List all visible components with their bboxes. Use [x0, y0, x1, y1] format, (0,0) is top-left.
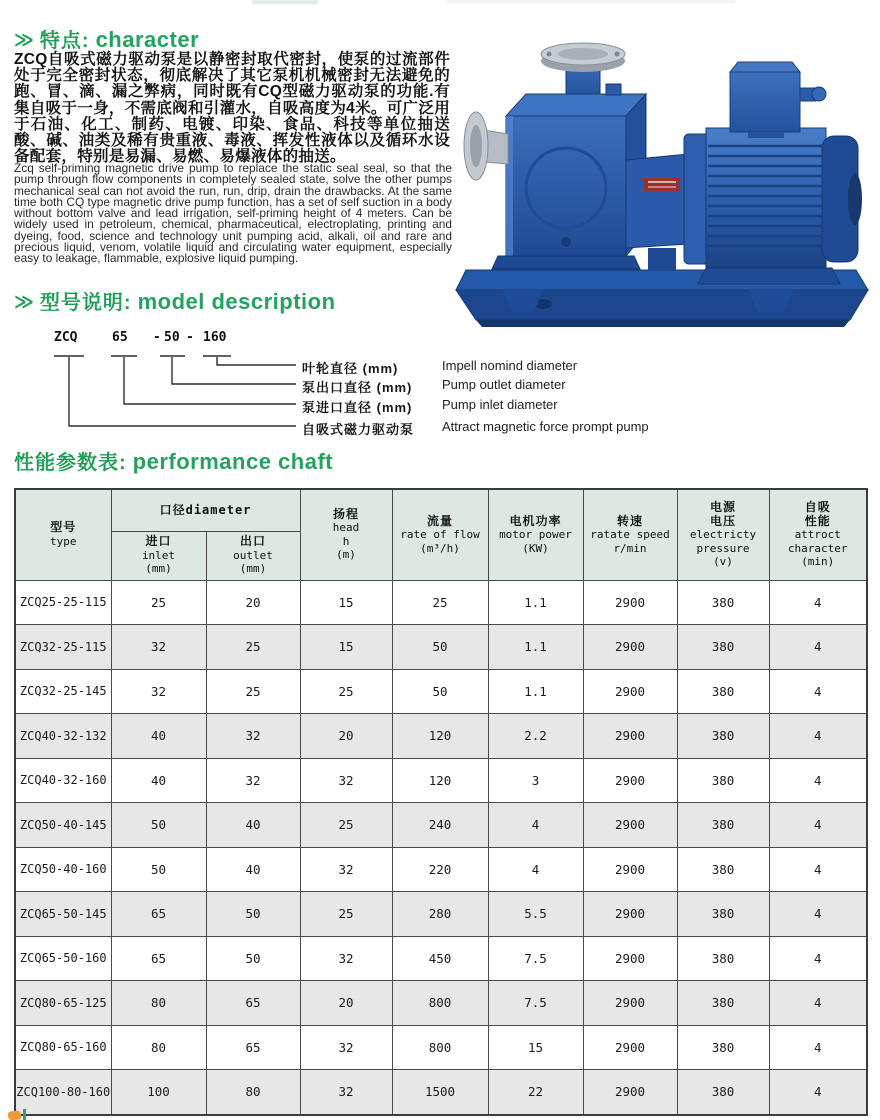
cell-value: 1.1: [488, 625, 583, 670]
diagram-label-zh: 泵出口直径 (mm): [302, 380, 413, 395]
model-code-sep: -: [153, 330, 161, 345]
cell-value: 32: [300, 758, 392, 803]
cell-type: ZCQ65-50-145: [15, 892, 111, 937]
page-cutoff-mark: [7, 1110, 21, 1120]
cell-value: 15: [300, 580, 392, 625]
table-row: [15, 847, 867, 892]
col-header-type: 型号 type: [15, 489, 111, 580]
cell-value: 2.2: [488, 714, 583, 759]
cell-value: 15: [488, 1025, 583, 1070]
diagram-label-en: Impell nomind diameter: [442, 358, 578, 373]
cell-value: 20: [206, 580, 300, 625]
pump-product-image: [448, 28, 874, 333]
model-code-sep: -: [186, 330, 194, 345]
diagram-label-en: Pump inlet diameter: [442, 397, 558, 412]
cell-value: 7.5: [488, 936, 583, 981]
cell-value: 2900: [583, 892, 677, 937]
cell-value: 380: [677, 1025, 769, 1070]
section-title-model: [14, 286, 336, 315]
diagram-label-en: Pump outlet diameter: [442, 377, 566, 392]
cell-value: 120: [392, 714, 488, 759]
diagram-label-zh: 叶轮直径 (mm): [302, 361, 399, 376]
diagram-label-en: Attract magnetic force prompt pump: [442, 419, 649, 434]
table-row: [15, 1070, 867, 1115]
section-title-zh: 特点:: [39, 30, 90, 52]
cell-value: 65: [206, 1025, 300, 1070]
cell-value: 40: [206, 847, 300, 892]
cell-value: 2900: [583, 625, 677, 670]
table-row: [15, 936, 867, 981]
cell-value: 380: [677, 758, 769, 803]
cell-value: 50: [206, 892, 300, 937]
cell-value: 50: [111, 803, 206, 848]
top-cutoff-strip: [252, 0, 318, 4]
cell-value: 25: [300, 669, 392, 714]
cell-value: 40: [206, 803, 300, 848]
model-code-num2: 50: [164, 330, 180, 345]
cell-value: 3: [488, 758, 583, 803]
cell-type: ZCQ25-25-115: [15, 580, 111, 625]
cell-value: 65: [206, 981, 300, 1026]
chevron-marker-icon: ≫: [14, 292, 34, 313]
model-code-num1: 65: [112, 330, 128, 345]
cell-value: 80: [111, 1025, 206, 1070]
cell-value: 380: [677, 714, 769, 759]
col-header-attract: 自吸 性能 attroct character (min): [769, 489, 867, 580]
cell-type: ZCQ65-50-160: [15, 936, 111, 981]
cell-value: 4: [769, 580, 867, 625]
col-header-diameter-group: 口径diameter: [111, 489, 300, 531]
cell-value: 4: [769, 803, 867, 848]
cell-value: 800: [392, 981, 488, 1026]
cell-value: 22: [488, 1070, 583, 1115]
cell-value: 2900: [583, 669, 677, 714]
cell-value: 380: [677, 892, 769, 937]
cell-value: 25: [300, 803, 392, 848]
model-code-num3: 160: [203, 330, 227, 345]
col-header-motor-power: 电机功率 motor power (KW): [488, 489, 583, 580]
col-header-head: 扬程 head h (m): [300, 489, 392, 580]
cell-value: 4: [769, 936, 867, 981]
section-title-performance: [14, 446, 333, 475]
cell-value: 32: [300, 1070, 392, 1115]
cell-value: 2900: [583, 1025, 677, 1070]
cell-value: 4: [769, 758, 867, 803]
cell-value: 32: [300, 1025, 392, 1070]
cell-value: 100: [111, 1070, 206, 1115]
table-row: [15, 981, 867, 1026]
cell-value: 280: [392, 892, 488, 937]
cell-value: 50: [392, 625, 488, 670]
cell-value: 32: [111, 669, 206, 714]
cell-value: 2900: [583, 803, 677, 848]
table-row: [15, 758, 867, 803]
performance-table: [14, 488, 868, 1116]
cell-value: 2900: [583, 847, 677, 892]
diagram-label-zh: 自吸式磁力驱动泵: [302, 422, 415, 437]
cell-type: ZCQ40-32-160: [15, 758, 111, 803]
cell-value: 380: [677, 669, 769, 714]
cell-type: ZCQ32-25-115: [15, 625, 111, 670]
section-title-en: character: [95, 27, 200, 52]
cell-value: 2900: [583, 580, 677, 625]
cell-value: 32: [206, 714, 300, 759]
cell-value: 80: [111, 981, 206, 1026]
cell-value: 25: [206, 625, 300, 670]
cell-value: 80: [206, 1070, 300, 1115]
cell-value: 65: [111, 892, 206, 937]
cell-type: ZCQ40-32-132: [15, 714, 111, 759]
col-header-inlet: 进口 inlet (mm): [111, 531, 206, 580]
cell-value: 40: [111, 714, 206, 759]
cell-value: 25: [392, 580, 488, 625]
cell-value: 380: [677, 625, 769, 670]
table-row: [15, 625, 867, 670]
section-title-zh: 型号说明:: [39, 292, 132, 314]
model-code-series: ZCQ: [54, 330, 78, 345]
cell-value: 2900: [583, 758, 677, 803]
cell-value: 32: [206, 758, 300, 803]
cell-value: 4: [769, 981, 867, 1026]
cell-value: 240: [392, 803, 488, 848]
cell-type: ZCQ80-65-160: [15, 1025, 111, 1070]
cell-value: 65: [111, 936, 206, 981]
table-row: [15, 803, 867, 848]
table-row: [15, 669, 867, 714]
col-header-flow: 流量 rate of flow (m³/h): [392, 489, 488, 580]
cell-value: 5.5: [488, 892, 583, 937]
cell-value: 25: [206, 669, 300, 714]
cell-value: 220: [392, 847, 488, 892]
cell-value: 1.1: [488, 580, 583, 625]
cell-value: 2900: [583, 714, 677, 759]
cell-value: 450: [392, 936, 488, 981]
cell-value: 20: [300, 981, 392, 1026]
cell-value: 4: [769, 892, 867, 937]
cell-value: 380: [677, 847, 769, 892]
cell-type: ZCQ80-65-125: [15, 981, 111, 1026]
cell-value: 4: [769, 1070, 867, 1115]
cell-value: 800: [392, 1025, 488, 1070]
section-title-en: model description: [137, 289, 336, 314]
table-row: [15, 892, 867, 937]
cell-type: ZCQ100-80-160: [15, 1070, 111, 1115]
performance-table-body: [15, 580, 867, 1115]
cell-value: 4: [769, 669, 867, 714]
cell-value: 20: [300, 714, 392, 759]
cell-value: 25: [300, 892, 392, 937]
cell-value: 2900: [583, 981, 677, 1026]
diagram-connector-lines: [0, 330, 880, 460]
cell-value: 4: [769, 625, 867, 670]
section-title-en: performance chaft: [132, 449, 334, 474]
table-row: [15, 580, 867, 625]
model-number-diagram: [0, 330, 880, 460]
cell-type: ZCQ50-40-145: [15, 803, 111, 848]
cell-value: 1.1: [488, 669, 583, 714]
table-row: [15, 1025, 867, 1070]
cell-value: 4: [769, 847, 867, 892]
cell-value: 32: [300, 936, 392, 981]
cell-value: 380: [677, 981, 769, 1026]
cell-value: 40: [111, 758, 206, 803]
cell-value: 4: [488, 847, 583, 892]
cell-value: 4: [769, 1025, 867, 1070]
cell-value: 4: [488, 803, 583, 848]
cell-value: 50: [111, 847, 206, 892]
character-paragraph-zh: ZCQ自吸式磁力驱动泵是以静密封取代密封，使泵的过流部件处于完全密封状态，彻底解决了其它泵机机械密封无法避免的跑、冒、滴、漏之弊病，同时既有CQ型磁力驱动泵的功能.有集自吸于一身，不需底阀和引灌水，自吸高度为4米。可广泛用于石油、化工、制药、电镀、印染、食品、科技等单位抽送酸、碱、油类及稀有贵重液、毒液、挥发性液体以及循环水设备配套，特别是易漏、易燃、易爆液体的抽送。: [14, 51, 450, 166]
diagram-label-zh: 泵进口直径 (mm): [302, 400, 413, 415]
section-title-zh: 性能参数表:: [14, 452, 127, 474]
cell-value: 25: [111, 580, 206, 625]
cell-value: 380: [677, 1070, 769, 1115]
page-cutoff-mark: [23, 1109, 26, 1120]
col-header-voltage: 电源 电压 electricty pressure (v): [677, 489, 769, 580]
cell-value: 7.5: [488, 981, 583, 1026]
cell-value: 15: [300, 625, 392, 670]
cell-value: 1500: [392, 1070, 488, 1115]
cell-value: 2900: [583, 1070, 677, 1115]
cell-value: 380: [677, 580, 769, 625]
cell-value: 50: [392, 669, 488, 714]
cell-value: 32: [111, 625, 206, 670]
cell-value: 380: [677, 803, 769, 848]
cell-value: 32: [300, 847, 392, 892]
cell-value: 380: [677, 936, 769, 981]
character-paragraph-en: Zcq self-priming magnetic drive pump to replace the static seal seal, so that the pump through flow components in completely sealed state, solve the other pumps mechanical seal can not avoid the run, run, drip, drain the drawbacks. At the same time both CQ type magnetic drive pump function, has a set of self suction in a body without bottom valve and lead irrigation, self-priming height of 4 meters. Can be widely used in petroleum, chemical, pharmaceutical, electroplating, printing and dyeing, food, science and technology unit pumping acid, alkali, oil and rare and precious liquid, venom, volatile liquid and circulating water equipment, especially easy to leakage, flammable, explosive liquid pumping.: [14, 161, 452, 266]
col-header-outlet: 出口 outlet (mm): [206, 531, 300, 580]
col-header-speed: 转速 ratate speed r/min: [583, 489, 677, 580]
section-title-character: [14, 24, 199, 53]
table-row: [15, 714, 867, 759]
cell-value: 50: [206, 936, 300, 981]
cell-value: 2900: [583, 936, 677, 981]
cell-type: ZCQ50-40-160: [15, 847, 111, 892]
cell-value: 120: [392, 758, 488, 803]
cell-value: 4: [769, 714, 867, 759]
top-cutoff-strip: [446, 0, 736, 3]
chevron-marker-icon: ≫: [14, 30, 34, 51]
cell-type: ZCQ32-25-145: [15, 669, 111, 714]
